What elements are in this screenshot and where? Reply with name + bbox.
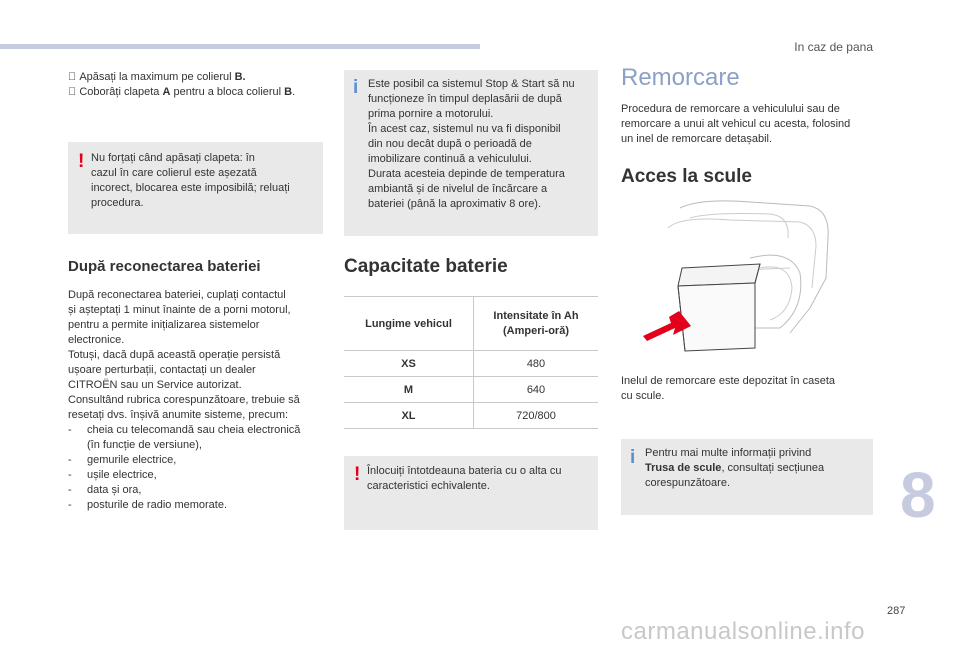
info-text-line: Durata acesteia depinde de temperatura xyxy=(368,168,565,180)
section-heading: Capacitate baterie xyxy=(344,256,508,277)
warning-text-line: incorect, blocarea este imposibilă; reluați xyxy=(91,182,290,194)
table-row xyxy=(344,403,598,429)
table-header-row xyxy=(344,297,598,351)
intro-line: un inel de remorcare detașabil. xyxy=(621,133,773,145)
info-text-line: În acest caz, sistemul nu va fi disponibil xyxy=(368,123,561,135)
body-line: ușoare perturbații, contactați un dealer xyxy=(68,364,256,376)
info-text-line: ambiantă și de nivelul de încărcare a xyxy=(368,183,548,195)
warning-icon: ! xyxy=(354,464,361,485)
arrow-icon xyxy=(639,309,695,341)
section-heading: Acces la scule xyxy=(621,166,752,187)
list-item: - data și ora, xyxy=(68,484,142,496)
body-line: După reconectarea bateriei, cuplați contactul xyxy=(68,289,286,301)
table-cell: XL xyxy=(344,403,474,429)
info-text-line: din nou decât după o perioadă de xyxy=(368,138,532,150)
page-number: 287 xyxy=(887,605,906,617)
table-cell: 640 xyxy=(474,377,599,403)
warning-text-line: procedura. xyxy=(91,197,144,209)
section-title: In caz de pana xyxy=(794,40,873,54)
info-text-line: bateriei (până la aproximativ 8 ore). xyxy=(368,198,542,210)
section-heading: După reconectarea bateriei xyxy=(68,258,261,275)
chapter-number: 8 xyxy=(900,459,936,531)
watermark: carmanualsonline.info xyxy=(621,618,865,645)
body-line: electronice. xyxy=(68,334,125,346)
info-text-line: Pentru mai multe informații privind xyxy=(645,447,812,459)
list-item: - posturile de radio memorate. xyxy=(68,499,228,511)
info-text-line: funcționeze în timpul deplasării de după xyxy=(368,93,562,105)
step-item: Coborâți clapeta A pentru a bloca colierul B. xyxy=(68,86,284,98)
body-line: CITROËN sau un Service autorizat. xyxy=(68,379,242,391)
table-cell: 720/800 xyxy=(474,403,599,429)
body-line: și așteptați 1 minut înainte de a porni motorul, xyxy=(68,304,291,316)
header-bar xyxy=(0,44,480,49)
info-box xyxy=(344,70,598,236)
info-text-line: corespunzătoare. xyxy=(645,477,730,489)
intro-text xyxy=(621,102,881,147)
intro-line: remorcare a unui alt vehicul cu acesta, folosind xyxy=(621,118,851,130)
warning-text-line: cazul în care colierul este așezată xyxy=(91,167,257,179)
table-cell: XS xyxy=(344,351,474,377)
intro-line: Procedura de remorcare a vehiculului sau de xyxy=(621,103,840,115)
reset-list xyxy=(68,423,330,513)
body-line: pentru a permite inițializarea sistemelor xyxy=(68,319,260,331)
warning-box xyxy=(344,456,598,530)
caption xyxy=(621,374,881,404)
info-text-line: Este posibil ca sistemul Stop & Start să nu xyxy=(368,78,575,90)
warning-text-line: Nu forțați când apăsați clapeta: în xyxy=(91,152,255,164)
table-header: Intensitate în Ah (Amperi-oră) xyxy=(474,297,599,351)
info-text-line: imobilizare continuă a vehiculului. xyxy=(368,153,532,165)
table-row xyxy=(344,351,598,377)
table-cell: 480 xyxy=(474,351,599,377)
step-item: Apăsați la maximum pe colierul B. xyxy=(68,71,235,83)
caption-line: Inelul de remorcare este depozitat în caseta xyxy=(621,375,836,387)
steps-list xyxy=(68,70,328,100)
caption-line: cu scule. xyxy=(621,390,665,402)
table-row xyxy=(344,377,598,403)
warning-text-line: caracteristici echivalente. xyxy=(367,480,490,492)
body-line: Totuși, dacă după această operație persistă xyxy=(68,349,281,361)
body-line: Consultând rubrica corespunzătoare, trebuie să xyxy=(68,394,300,406)
info-box xyxy=(621,439,873,515)
table-header: Lungime vehicul xyxy=(344,297,474,351)
warning-text-line: Înlocuiți întotdeauna bateria cu o alta cu xyxy=(367,465,562,477)
info-icon: i xyxy=(630,447,636,468)
body-line: resetați dvs. înșivă anumite sisteme, precum: xyxy=(68,409,289,421)
info-text-line: prima pornire a motorului. xyxy=(368,108,494,120)
page-title: Remorcare xyxy=(621,64,740,91)
battery-table xyxy=(344,296,598,429)
list-item: - gemurile electrice, xyxy=(68,454,177,466)
warning-icon: ! xyxy=(78,151,85,172)
list-item: - cheia cu telecomandă sau cheia electronică (în funcție de versiune), xyxy=(68,424,301,451)
body-text xyxy=(68,288,328,423)
warning-box xyxy=(68,142,323,234)
list-item: - ușile electrice, xyxy=(68,469,157,481)
info-text-line: Trusa de scule, consultați secțiunea xyxy=(645,462,825,474)
table-cell: M xyxy=(344,377,474,403)
info-icon: i xyxy=(353,77,359,98)
